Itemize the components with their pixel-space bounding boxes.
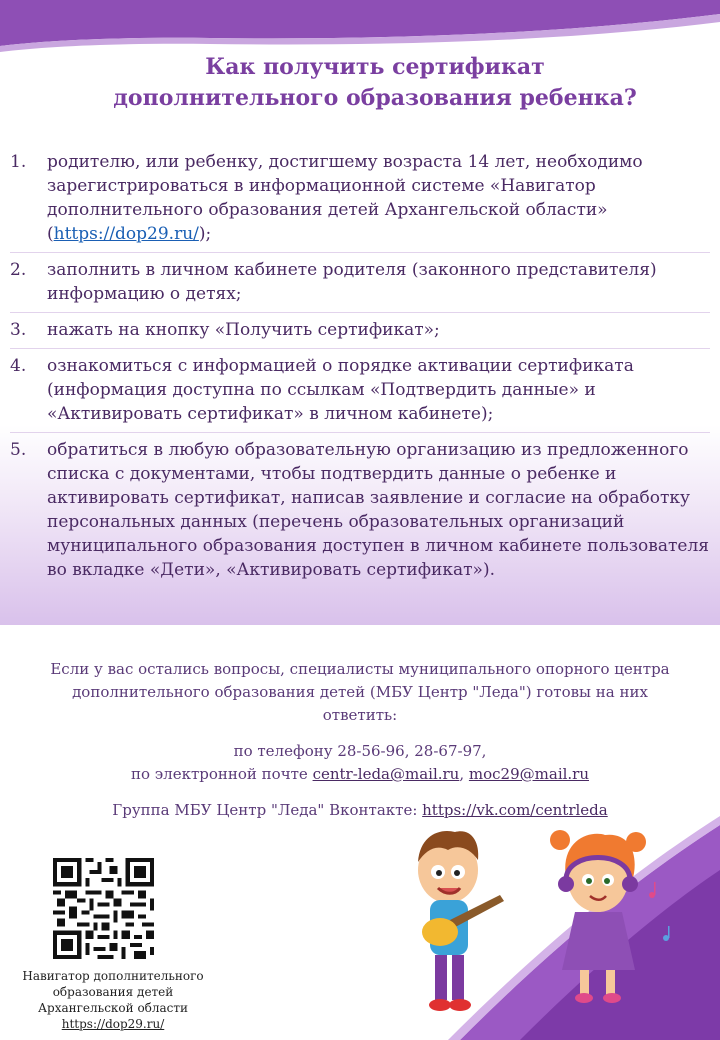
step-number: 4. [10, 356, 27, 376]
step-4 [10, 354, 710, 426]
step-2 [10, 258, 710, 306]
step-text: нажать на кнопку «Получить сертификат»; [47, 320, 440, 340]
step-text: заполнить в личном кабинете родителя (законного представителя) информацию о детях; [47, 260, 657, 304]
step-text-end: ); [198, 224, 212, 244]
title-line-2: дополнительного образования ребенка? [113, 85, 637, 111]
qr-caption-line-1: Навигатор дополнительного [22, 969, 204, 983]
step-number: 2. [10, 260, 27, 280]
contacts-block [40, 658, 680, 822]
step-number: 3. [10, 320, 27, 340]
navigator-link[interactable]: https://dop29.ru/ [53, 224, 199, 244]
qr-caption [0, 968, 226, 1032]
contacts-phone: по телефону 28-56-96, 28-67-97, [233, 742, 487, 760]
contacts-email-line [40, 763, 680, 786]
step-number: 5. [10, 440, 27, 460]
page-title [60, 52, 690, 114]
top-wave-decoration [0, 0, 720, 60]
step-text: обратиться в любую образовательную организацию из предложенного списка с документами, чтобы подтвердить данные о ребенке и активировать сертификат, написав заявление и согласие на обработку персональных данных (перечень образовательных организаций муниципального образования доступен в личном кабинете пользователя во вкладке «Дети», «Активировать сертификат»). [47, 440, 709, 580]
step-3 [10, 318, 710, 342]
boy-with-guitar-illustration [418, 831, 504, 1011]
email-link-moc29[interactable]: moc29@mail.ru [468, 765, 590, 783]
qr-caption-line-3: Архангельской области [37, 1001, 189, 1015]
steps-list [10, 150, 710, 594]
email-prefix: по электронной почте [130, 765, 313, 783]
step-text: ознакомиться с информацией о порядке активации сертификата (информация доступна по ссылкам «Подтвердить данные» и «Активировать сертификат» в личном кабинете); [47, 356, 634, 424]
qr-caption-link[interactable]: https://dop29.ru/ [61, 1017, 165, 1031]
vk-group-link[interactable]: https://vk.com/centrleda [422, 801, 608, 819]
step-text: родителю, или ребенку, достигшему возраста 14 лет, необходимо зарегистрироваться в информационной системе «Навигатор дополнительного образования детей Архангельской области» ( [47, 152, 643, 244]
email-link-centr-leda[interactable]: centr-leda@mail.ru [312, 765, 460, 783]
step-1 [10, 150, 710, 246]
step-number: 1. [10, 152, 27, 172]
vk-prefix: Группа МБУ Центр "Леда" Вконтакте: [112, 801, 423, 819]
step-5 [10, 438, 710, 582]
qr-code-icon[interactable] [53, 858, 154, 959]
email-separator: , [459, 765, 469, 783]
children-illustration [400, 800, 720, 1040]
qr-caption-line-2: образования детей [52, 985, 174, 999]
title-line-1: Как получить сертификат [205, 54, 545, 80]
contacts-intro: Если у вас остались вопросы, специалисты муниципального опорного центра дополнительного образования детей (МБУ Центр "Леда") готовы на них ответить: [50, 660, 670, 724]
